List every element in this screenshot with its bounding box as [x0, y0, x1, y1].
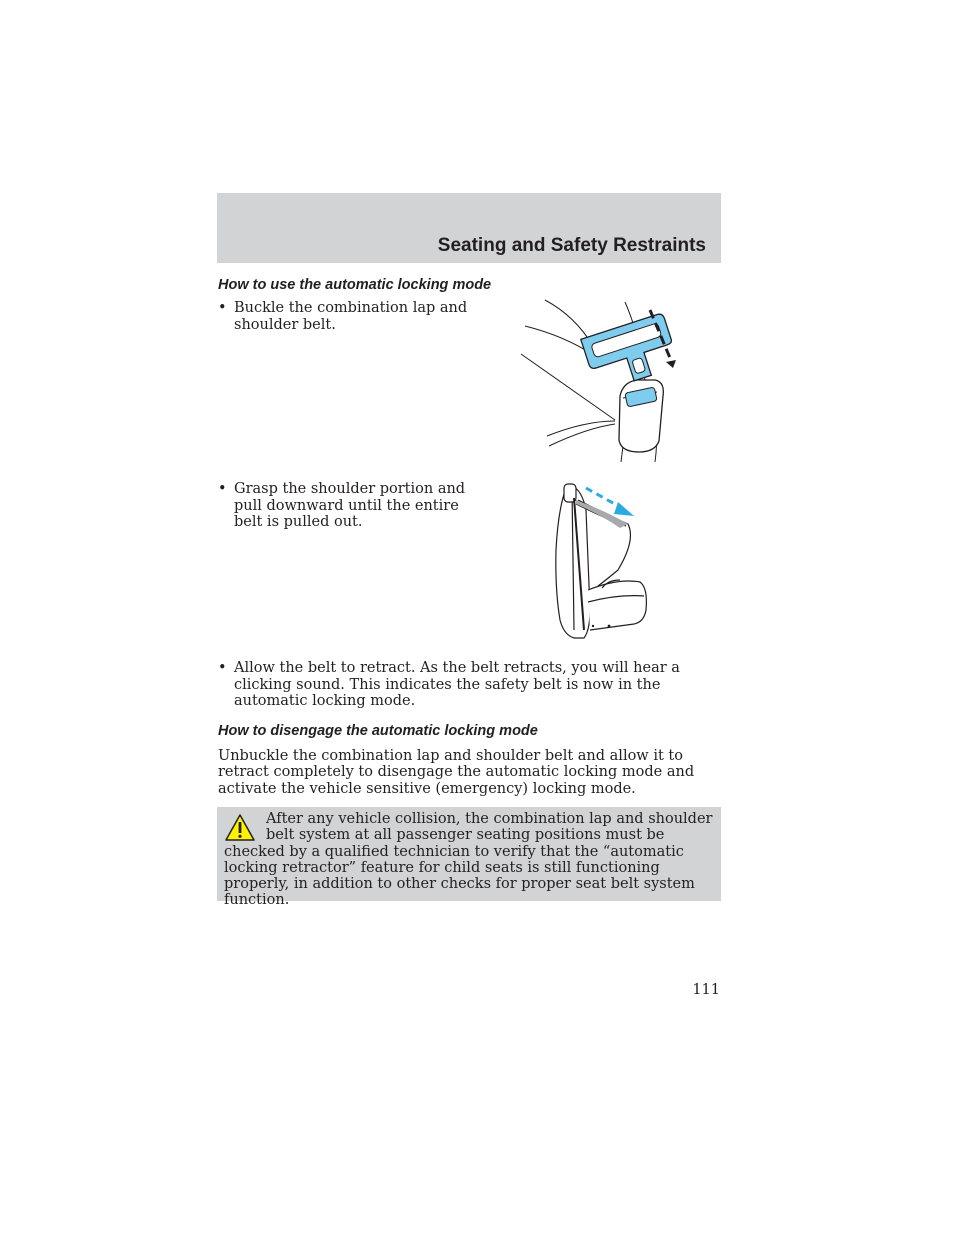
page-number: 111 — [692, 982, 720, 998]
bullet-marker: • — [218, 660, 227, 676]
bullet-marker: • — [218, 481, 227, 497]
seat-belt-pull-illustration-icon — [548, 480, 658, 645]
list-item — [218, 481, 468, 531]
warning-box — [217, 807, 721, 909]
section-header — [217, 193, 721, 263]
section-heading-disengage: How to disengage the automatic locking mode — [218, 723, 538, 739]
bullet-text: Buckle the combination lap and shoulder belt. — [234, 300, 468, 333]
warning-text: After any vehicle collision, the combination lap and shoulder belt system at all passenger seating positions must be checked by a qualified technician to verify that the “automatic locking retractor” feature for child seats is still functioning properly, in addition to other checks for proper seat belt system function. — [224, 811, 713, 909]
bullet-marker: • — [218, 300, 227, 316]
bullet-text: Grasp the shoulder portion and pull downward until the entire belt is pulled out. — [234, 481, 466, 530]
page-title: Seating and Safety Restraints — [437, 235, 706, 256]
disengage-paragraph: Unbuckle the combination lap and shoulder belt and allow it to retract completely to disengage the automatic locking mode and activate the vehicle sensitive (emergency) locking mode. — [218, 748, 695, 797]
list-item — [218, 300, 468, 333]
section-heading-use: How to use the automatic locking mode — [218, 277, 492, 293]
bullet-text: Allow the belt to retract. As the belt retracts, you will hear a clicking sound. This indicates the safety belt is now in the automatic locking mode. — [234, 660, 680, 709]
list-item — [218, 660, 718, 710]
buckle-illustration-icon — [515, 296, 695, 466]
